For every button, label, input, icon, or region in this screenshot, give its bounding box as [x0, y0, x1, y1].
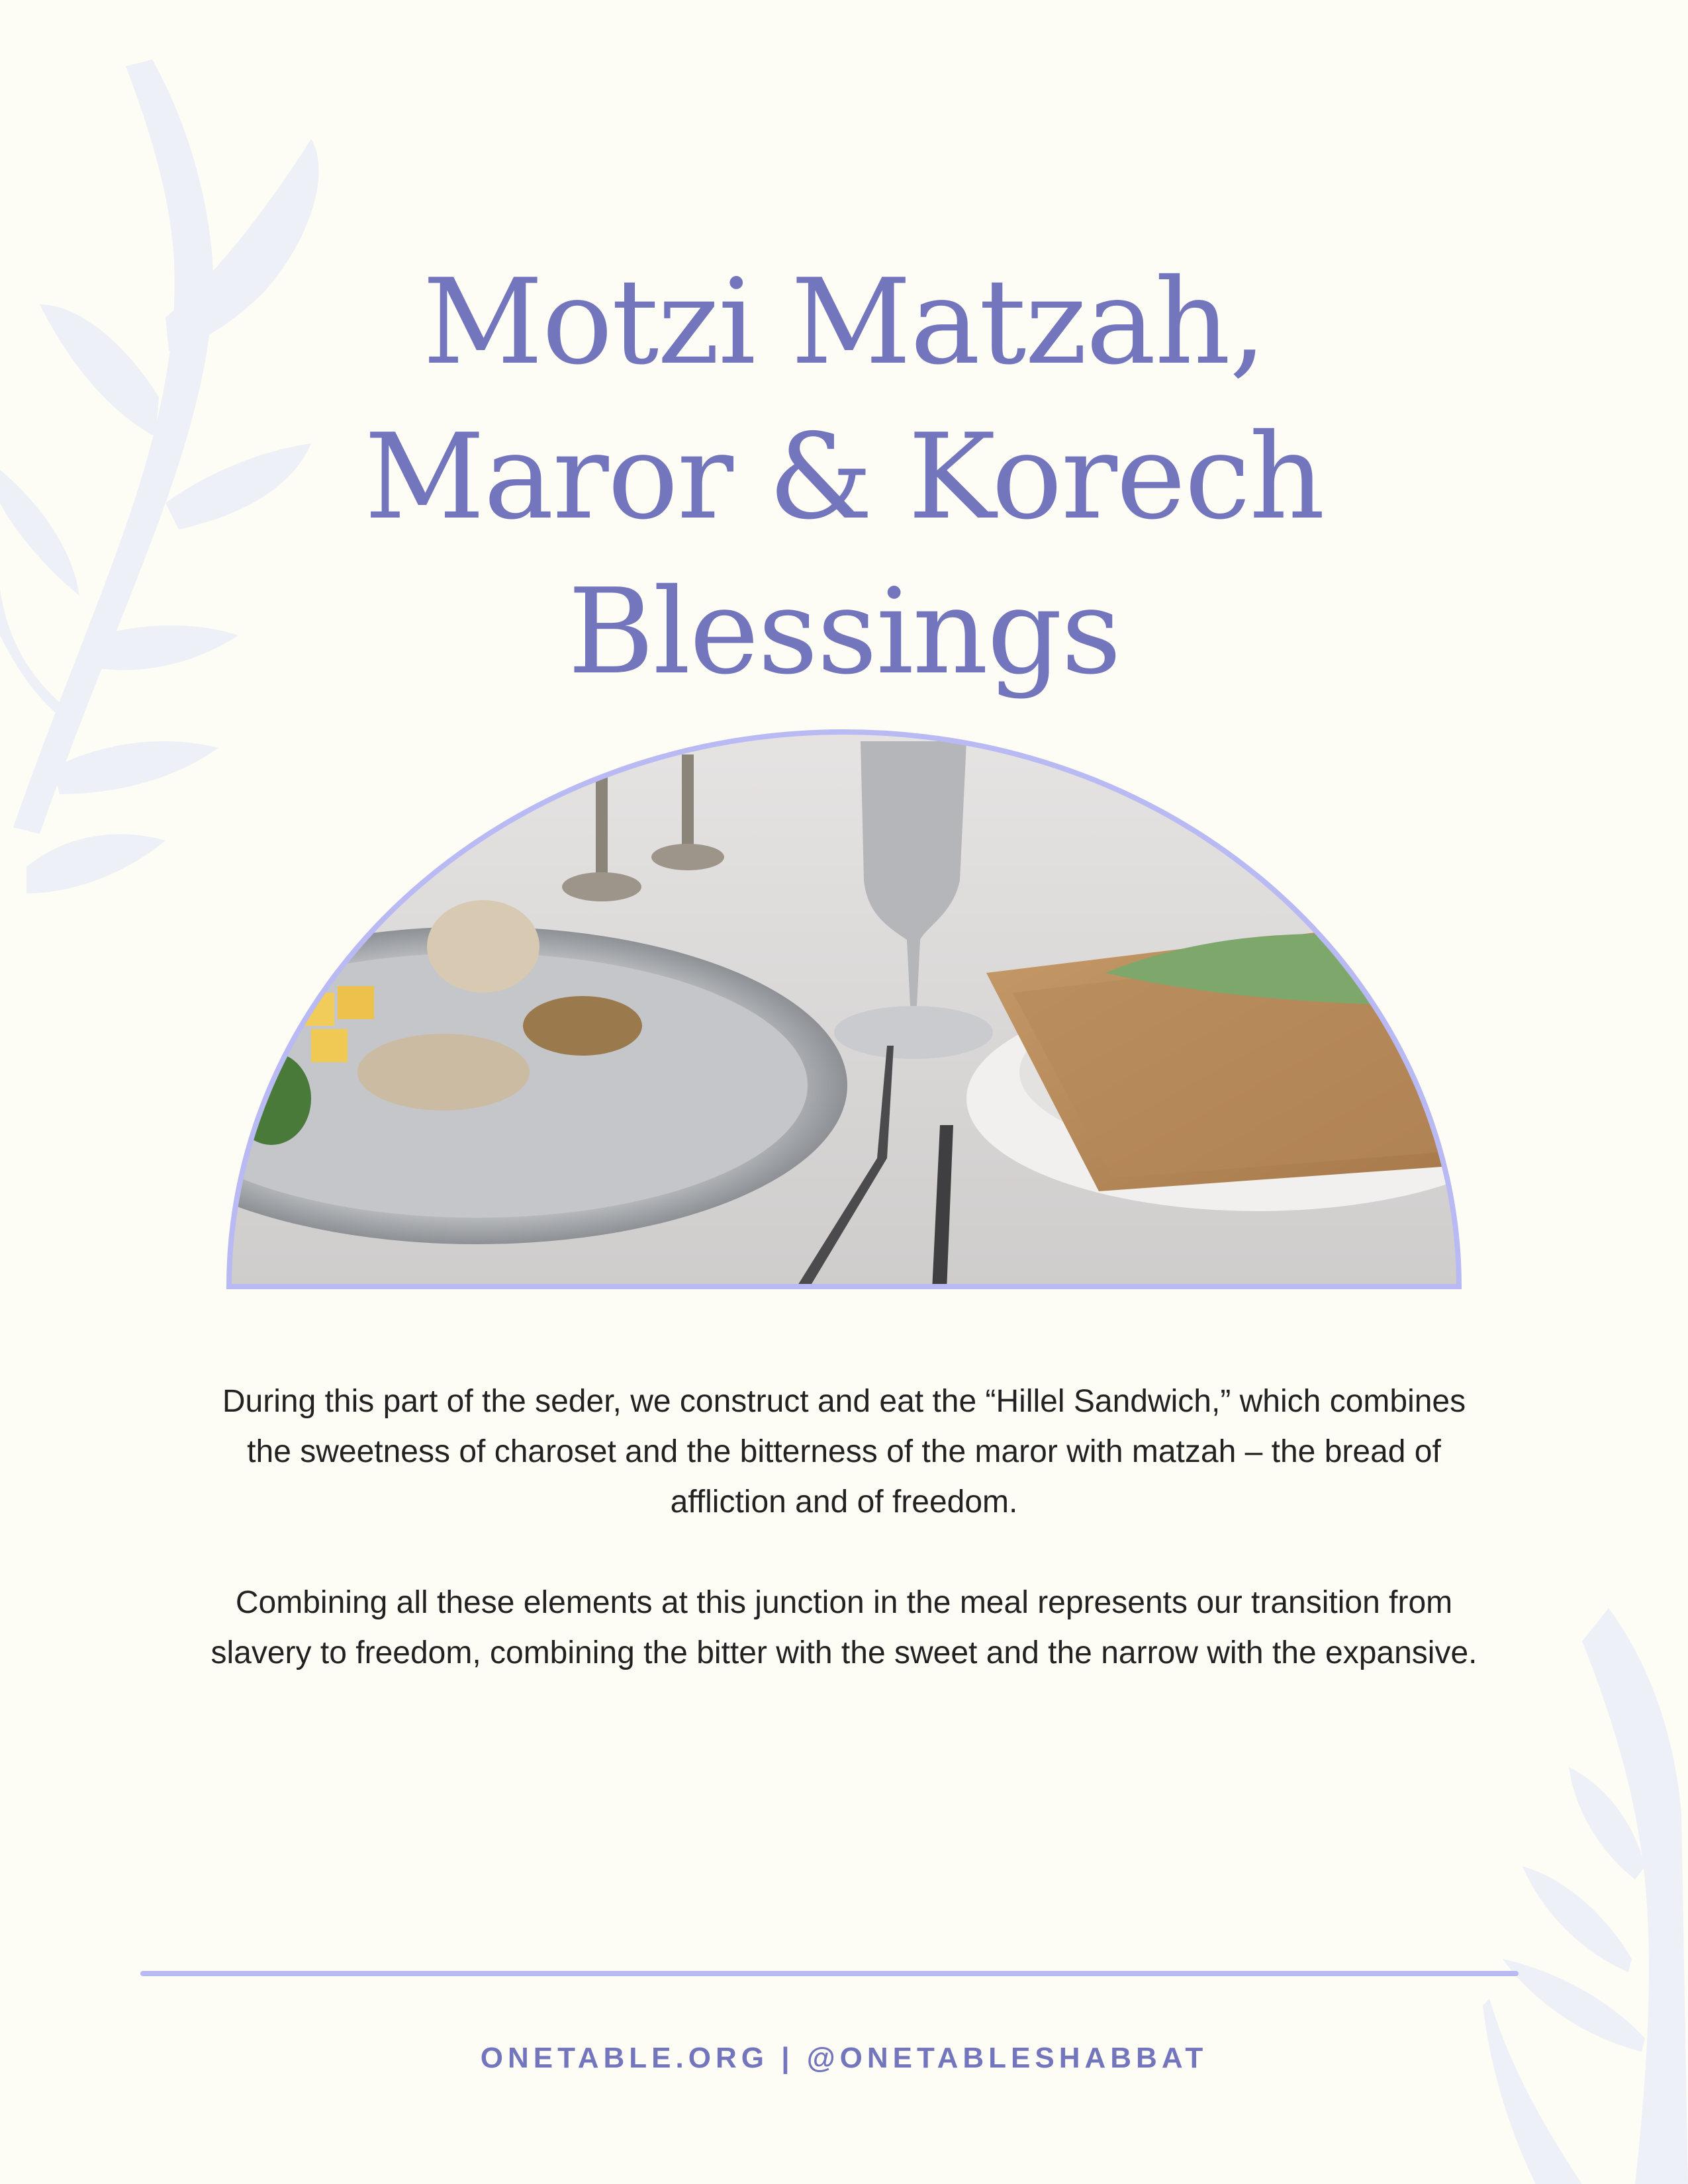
seder-plate-photo [225, 728, 1463, 1291]
title-line-1: Motzi Matzah, [422, 253, 1266, 390]
body-text [199, 1377, 1489, 1678]
footer-links[interactable]: ONETABLE.ORG | @ONETABLESHABBAT [480, 2042, 1208, 2074]
body-paragraph-1: During this part of the seder, we construct and eat the “Hillel Sandwich,” which combines the sweetness of charoset and the bitterness of the maror with matzah – the bread of affliction and of freedom. [222, 1384, 1466, 1520]
footer-divider [140, 1971, 1519, 1976]
body-paragraph-2: Combining all these elements at this junction in the meal represents our transition from slavery to freedom, combining the bitter with the sweet and the narrow with the expansive. [211, 1585, 1477, 1670]
photo-content [225, 728, 1463, 1291]
title-line-3: Blessings [567, 563, 1121, 700]
leaf-branch-decoration-bottom-right [1410, 1602, 1688, 2184]
title-line-2: Maror & Korech [364, 408, 1324, 545]
page-title [0, 245, 1688, 709]
